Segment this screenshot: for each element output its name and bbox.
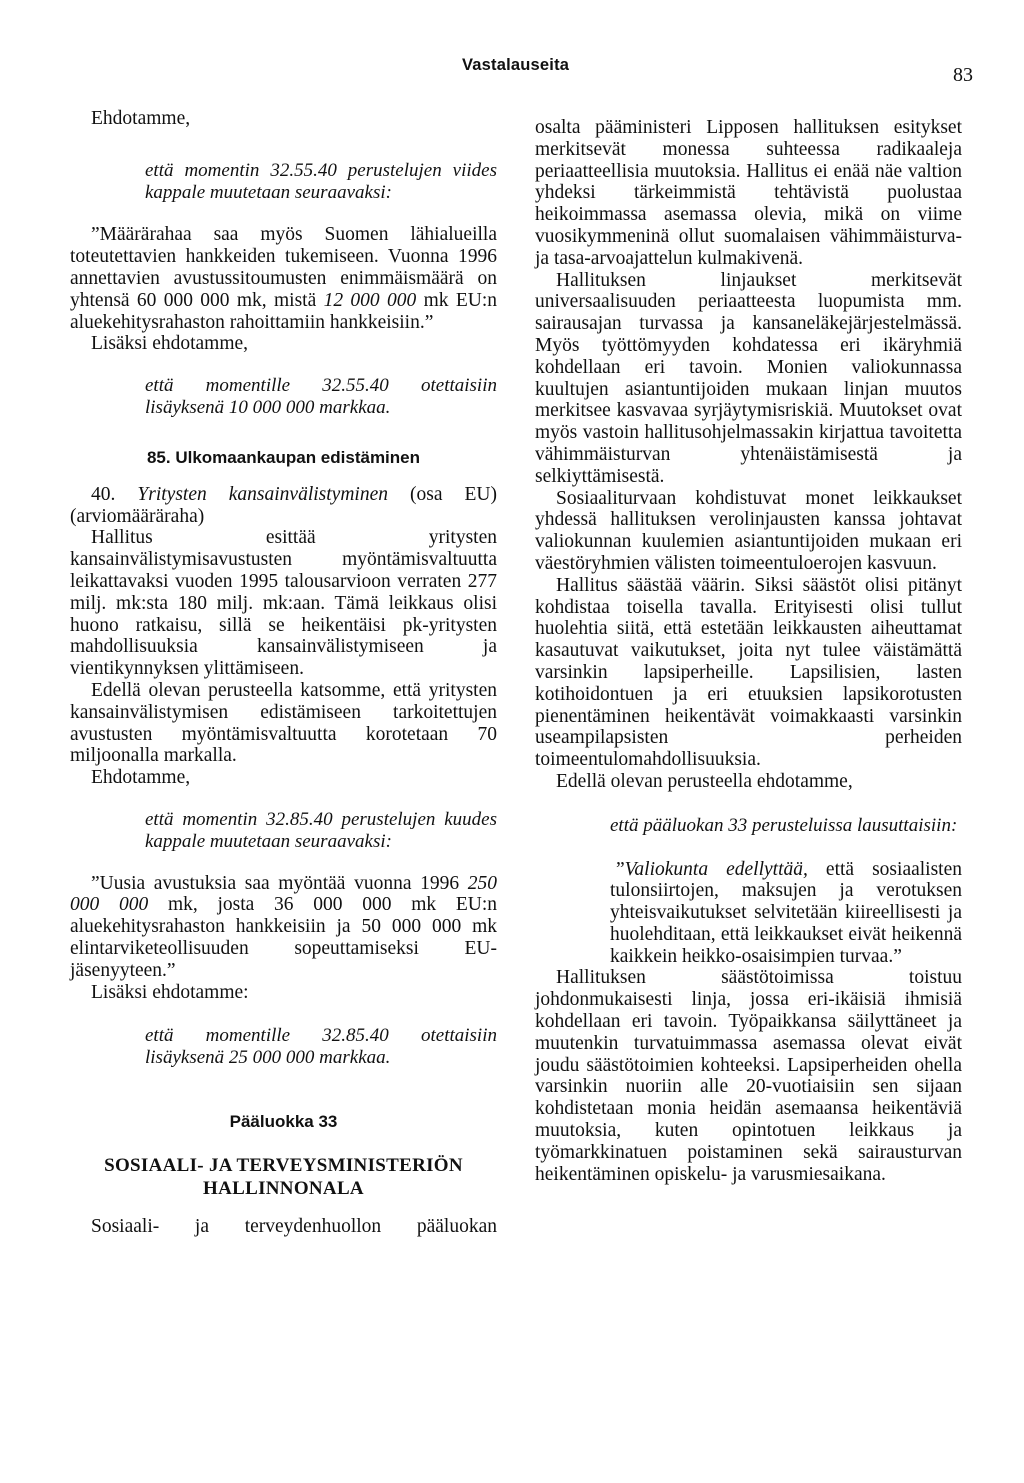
paragraph: Ehdotamme, xyxy=(91,767,191,789)
motion-text: että momentille 32.55.40 otettaisiin lisäyksenä 10 000 000 markkaa. xyxy=(145,375,497,418)
quote-paragraph xyxy=(70,224,497,333)
paragraph xyxy=(70,484,497,528)
section-heading: 85. Ulkomaankaupan edistäminen xyxy=(146,447,421,467)
paragraph: Sosiaali- ja terveydenhuollon pääluokan xyxy=(91,1215,497,1237)
paragraph: Hallitus säästää väärin. Siksi säästöt olisi pitänyt kohdistaa toisella tavalla. Erityisesti olisi tullut huolehtia siitä, että estetään leikkausten aiheuttamat kasautuvat vaikutukset, joita nyt tulee väistämättä varsinkin lapsiperheille. Lapsilisien, lasten kotihoidontuen ja eri etuuksien lapsikorotusten pienentäminen heikentävät voimakkaasti varsinkin useampilapsisten perheiden toimeentulomahdollisuuksia. xyxy=(535,574,962,771)
quote-text: että sosiaalisten tulonsiirtojen, maksujen ja verotuksen yhteisvaikutukset selvitetään kiireellisesti ja huolehditaan, että leikkaukset eivät heikennä kaikkein heikko-osaisimpien turvaa.” xyxy=(610,858,962,967)
motion-text: että momentin 32.55.40 perustelujen viides kappale muutetaan seuraavaksi: xyxy=(145,159,497,203)
left-column xyxy=(70,108,497,1238)
quote-text: mk EU:n aluekehitysrahaston rahoittamiin hankkeisiin.” xyxy=(70,289,498,333)
item-title: Yritysten kansainvälistyminen xyxy=(137,483,388,505)
paragraph: Hallitus esittää yritysten kansainvälistymisavustusten myöntämisvaltuutta leikattavaksi vuoden 1995 talousarvioon verraten 277 milj. mk:sta 180 milj. mk:aan. Tämä leikkaus olisi huono ratkaisu, sillä se heikentäisi pk-yritysten mahdollisuuksia kansainvälistymiseen ja vientikynnyksen ylittämiseen. xyxy=(70,527,497,680)
paragraph: Sosiaaliturvaan kohdistuvat monet leikkaukset yhdessä hallituksen verolinjausten kanssa johtavat valiokunnan kuulemien asiantuntijoiden mukaan eri väestöryhmien välisten toimeentuloerojen kasvuun. xyxy=(535,487,962,574)
quote-text: ”Uusia avustuksia saa myöntää vuonna 1996 xyxy=(91,872,468,894)
motion-text: että pääluokan 33 perusteluissa lausuttaisiin: xyxy=(610,814,958,836)
item-number: 40. xyxy=(91,483,138,505)
right-column xyxy=(535,117,962,1185)
item-qualifier: (osa EU) (arviomääräraha) xyxy=(70,483,497,527)
paragraph: Hallituksen säästötoimissa toistuu johdonmukaisesti linja, jossa eri-ikäisiä ihmisiä kohdellaan eri tavoin. Työpaikkansa säilyttäneet ja muutenkin turvatuimmassa asemassa olevat eivät joudu säästötoimien kohteeksi. Lapsiperheiden ohella varsinkin nuoriin alle 20-vuotiaisiin sen sijaan kohdistetaan monia heidän asemaansa heikentäviä muutoksia, kuten opintotuen leikkaus ja työmarkkinatuen poistaminen sekä sairausturvan heikentäminen opiskelu- ja varusmiesaikana. xyxy=(535,967,962,1185)
quote-amount: 12 000 000 xyxy=(323,289,417,311)
running-title: Vastalauseita xyxy=(462,56,570,74)
paragraph: osalta pääministeri Lipposen hallituksen esitykset merkitsevät monessa suhteessa radikaaleja periaatteellisia muutoksia. Hallitus ei enää näe valtion yhdeksi tärkeimmistä tehtävistä puolustaa heikoimmassa asemassa olevia, mikä on viime vuosikymmeninä ollut suomalaisen vähimmäisturva- ja tasa-arvoajattelun kulmakivenä. xyxy=(535,117,962,269)
quote-text: mk, josta 36 000 000 mk EU:n aluekehitysrahaston hankkeisiin ja 50 000 000 mk elintarviketeollisuuden sopeuttamiseksi EU-jäsenyyteen.” xyxy=(70,894,498,981)
quote-text: ”Määrärahaa saa myös Suomen lähialueilla toteutettavien hankkeiden tukemiseen. Vuonna 1996 annettavien avustussitoumusten enimmäismäärä on yhtensä 60 000 000 mk, mistä xyxy=(70,224,497,311)
quote-lead: Valiokunta edellyttää, xyxy=(624,858,808,880)
paragraph: Lisäksi ehdotamme: xyxy=(91,981,249,1003)
motion-text: että momentin 32.85.40 perustelujen kuudes kappale muutetaan seuraavaksi: xyxy=(145,808,497,852)
quote-paragraph xyxy=(70,873,497,982)
motion-text: että momentille 32.85.40 otettaisiin lisäyksenä 25 000 000 markkaa. xyxy=(145,1025,497,1069)
ministry-heading: SOSIAALI- JA TERVEYSMINISTERIÖN HALLINNONALA xyxy=(104,1154,463,1199)
main-class-heading: Pääluokka 33 xyxy=(229,1111,338,1131)
paragraph: Edellä olevan perusteella ehdotamme, xyxy=(556,770,853,792)
paragraph: Ehdotamme, xyxy=(91,108,191,129)
page-number: 83 xyxy=(953,64,973,86)
paragraph: Lisäksi ehdotamme, xyxy=(91,333,249,355)
paragraph: Edellä olevan perusteella katsomme, että yritysten kansainvälistymisen edistämiseen tarkoitettujen avustusten myöntämisvaltuutta korotetaan 70 miljoonalla markalla. xyxy=(70,679,497,767)
paragraph: Hallituksen linjaukset merkitsevät universaalisuuden periaatteesta luopumista mm. sairausajan turvassa ja kansaneläkejärjestelmässä. Myös työttömyyden kohdatessa eri ikäryhmiä kohdellaan eri tavoin. Monien valiokunnassa kuultujen asiantuntijoiden mukaan linjan muutos merkitsee kasvavaa syrjäytymisriskiä. Muutokset ovat myös vastoin hallitusohjelmassakin kirjattua tavoitetta vähimmäisturvan yhtenäistämisestä ja selkiyttämisestä. xyxy=(535,269,962,487)
quote-amount: 250 000 000 xyxy=(70,872,497,916)
page-header xyxy=(0,56,1024,86)
quote-paragraph: ”Valiokunta edellyttää, että sosiaalisten tulonsiirtojen, maksujen ja verotuksen yhteisvaikutukset selvitetään kiireellisesti ja huolehditaan, että leikkaukset eivät heikennä kaikkein heikko-osaisimpien turvaa.” xyxy=(610,858,962,967)
